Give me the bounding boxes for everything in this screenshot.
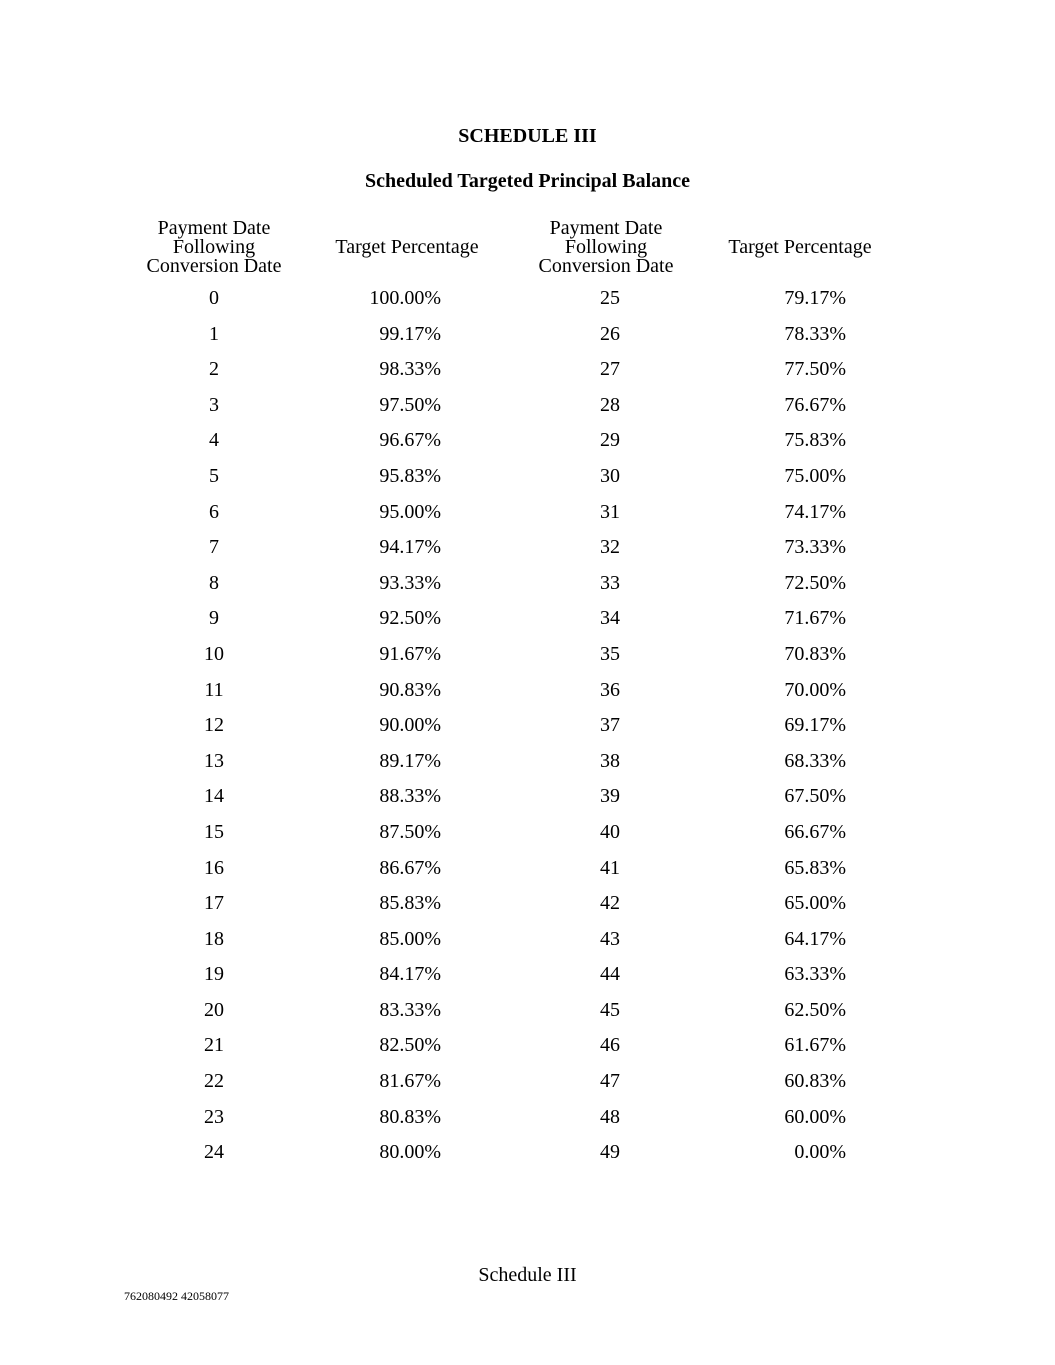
- target-percentage-cell: 85.83%: [379, 892, 441, 915]
- payment-date-cell: 37: [600, 714, 620, 737]
- target-percentage-cell: 67.50%: [784, 785, 846, 808]
- payment-date-cell: 42: [600, 892, 620, 915]
- target-percentage-cell: 89.17%: [379, 749, 441, 772]
- target-percentage-cell: 64.17%: [784, 927, 846, 950]
- payment-date-cell: 22: [204, 1070, 224, 1093]
- page-subtitle: Scheduled Targeted Principal Balance: [364, 170, 691, 192]
- payment-date-cell: 4: [209, 429, 219, 452]
- target-percentage-cell: 80.00%: [379, 1141, 441, 1164]
- table-row: [0, 996, 1055, 1032]
- header-line: Following: [564, 236, 648, 258]
- target-percentage-cell: 61.67%: [784, 1034, 846, 1057]
- target-percentage-cell: 87.50%: [379, 820, 441, 843]
- target-percentage-cell: 78.33%: [784, 322, 846, 345]
- target-percentage-cell: 75.00%: [784, 464, 846, 487]
- payment-date-cell: 41: [600, 856, 620, 879]
- target-percentage-cell: 66.67%: [784, 820, 846, 843]
- payment-date-cell: 16: [204, 856, 224, 879]
- target-percentage-cell: 60.83%: [784, 1070, 846, 1093]
- table-row: [0, 533, 1055, 569]
- payment-date-cell: 31: [600, 500, 620, 523]
- payment-date-cell: 28: [600, 393, 620, 416]
- target-percentage-cell: 83.33%: [379, 998, 441, 1021]
- table-row: [0, 640, 1055, 676]
- target-percentage-cell: 0.00%: [794, 1141, 846, 1164]
- table-row: [0, 1138, 1055, 1174]
- table-row: [0, 391, 1055, 427]
- payment-date-cell: 2: [209, 358, 219, 381]
- table-row: [0, 284, 1055, 320]
- payment-date-cell: 30: [600, 464, 620, 487]
- target-percentage-cell: 97.50%: [379, 393, 441, 416]
- table-row: [0, 960, 1055, 996]
- target-percentage-cell: 90.00%: [379, 714, 441, 737]
- payment-date-cell: 39: [600, 785, 620, 808]
- table-row: [0, 426, 1055, 462]
- target-percentage-cell: 88.33%: [379, 785, 441, 808]
- payment-date-cell: 1: [209, 322, 219, 345]
- payment-date-cell: 11: [204, 678, 224, 701]
- payment-date-cell: 27: [600, 358, 620, 381]
- payment-date-cell: 7: [209, 536, 219, 559]
- target-percentage-cell: 71.67%: [784, 607, 846, 630]
- target-percentage-cell: 94.17%: [379, 536, 441, 559]
- target-percentage-cell: 63.33%: [784, 963, 846, 986]
- table-row: [0, 462, 1055, 498]
- target-percentage-cell: 77.50%: [784, 358, 846, 381]
- payment-date-cell: 44: [600, 963, 620, 986]
- payment-date-cell: 38: [600, 749, 620, 772]
- payment-date-cell: 5: [209, 464, 219, 487]
- payment-date-cell: 23: [204, 1105, 224, 1128]
- target-percentage-cell: 99.17%: [379, 322, 441, 345]
- payment-date-cell: 48: [600, 1105, 620, 1128]
- payment-date-cell: 21: [204, 1034, 224, 1057]
- target-percentage-cell: 80.83%: [379, 1105, 441, 1128]
- table-row: [0, 604, 1055, 640]
- header-payment-date-right: [506, 219, 706, 276]
- payment-date-cell: 49: [600, 1141, 620, 1164]
- target-percentage-cell: 96.67%: [379, 429, 441, 452]
- target-percentage-cell: 69.17%: [784, 714, 846, 737]
- header-target-percentage-left: Target Percentage: [335, 236, 479, 258]
- table-row: [0, 569, 1055, 605]
- payment-date-cell: 45: [600, 998, 620, 1021]
- target-percentage-cell: 81.67%: [379, 1070, 441, 1093]
- payment-date-cell: 10: [204, 642, 224, 665]
- document-id: 762080492 42058077: [124, 1289, 229, 1303]
- payment-date-cell: 15: [204, 820, 224, 843]
- target-percentage-cell: 62.50%: [784, 998, 846, 1021]
- target-percentage-cell: 68.33%: [784, 749, 846, 772]
- target-percentage-cell: 82.50%: [379, 1034, 441, 1057]
- header-payment-date-left: [114, 219, 314, 276]
- payment-date-cell: 12: [204, 714, 224, 737]
- payment-date-cell: 24: [204, 1141, 224, 1164]
- payment-date-cell: 36: [600, 678, 620, 701]
- payment-date-cell: 29: [600, 429, 620, 452]
- target-percentage-cell: 93.33%: [379, 571, 441, 594]
- target-percentage-cell: 70.00%: [784, 678, 846, 701]
- payment-date-cell: 25: [600, 287, 620, 309]
- header-line: Following: [172, 236, 256, 258]
- payment-date-cell: 18: [204, 927, 224, 950]
- table-row: [0, 711, 1055, 747]
- target-percentage-cell: 100.00%: [369, 287, 441, 309]
- payment-date-cell: 8: [209, 571, 219, 594]
- payment-date-cell: 9: [209, 607, 219, 630]
- table-row: [0, 1103, 1055, 1139]
- header-line: Payment Date: [157, 217, 271, 239]
- target-percentage-cell: 72.50%: [784, 571, 846, 594]
- payment-date-cell: 47: [600, 1070, 620, 1093]
- payment-date-cell: 3: [209, 393, 219, 416]
- payment-date-cell: 14: [204, 785, 224, 808]
- payment-date-cell: 33: [600, 571, 620, 594]
- target-percentage-cell: 65.83%: [784, 856, 846, 879]
- table-row: [0, 498, 1055, 534]
- payment-date-cell: 20: [204, 998, 224, 1021]
- target-percentage-cell: 98.33%: [379, 358, 441, 381]
- table-row: [0, 782, 1055, 818]
- table-row: [0, 355, 1055, 391]
- payment-date-cell: 13: [204, 749, 224, 772]
- header-line: Conversion Date: [146, 255, 282, 277]
- header-target-percentage-right: Target Percentage: [728, 236, 872, 258]
- payment-date-cell: 0: [209, 287, 219, 309]
- table-row: [0, 1067, 1055, 1103]
- target-percentage-cell: 60.00%: [784, 1105, 846, 1128]
- table-row: [0, 320, 1055, 356]
- target-percentage-cell: 95.00%: [379, 500, 441, 523]
- payment-date-cell: 26: [600, 322, 620, 345]
- header-line: Conversion Date: [538, 255, 674, 277]
- payment-date-cell: 35: [600, 642, 620, 665]
- payment-date-cell: 43: [600, 927, 620, 950]
- target-percentage-cell: 70.83%: [784, 642, 846, 665]
- target-percentage-cell: 76.67%: [784, 393, 846, 416]
- payment-date-cell: 34: [600, 607, 620, 630]
- table-row: [0, 854, 1055, 890]
- target-percentage-cell: 79.17%: [784, 287, 846, 309]
- page-title: SCHEDULE III: [458, 125, 597, 147]
- target-percentage-cell: 90.83%: [379, 678, 441, 701]
- schedule-table-body: [0, 284, 1055, 1174]
- payment-date-cell: 6: [209, 500, 219, 523]
- table-row: [0, 925, 1055, 961]
- header-line: Payment Date: [549, 217, 663, 239]
- target-percentage-cell: 86.67%: [379, 856, 441, 879]
- target-percentage-cell: 92.50%: [379, 607, 441, 630]
- target-percentage-cell: 73.33%: [784, 536, 846, 559]
- table-row: [0, 889, 1055, 925]
- target-percentage-cell: 65.00%: [784, 892, 846, 915]
- payment-date-cell: 40: [600, 820, 620, 843]
- payment-date-cell: 46: [600, 1034, 620, 1057]
- target-percentage-cell: 95.83%: [379, 464, 441, 487]
- target-percentage-cell: 74.17%: [784, 500, 846, 523]
- table-row: [0, 747, 1055, 783]
- payment-date-cell: 17: [204, 892, 224, 915]
- target-percentage-cell: 85.00%: [379, 927, 441, 950]
- table-row: [0, 818, 1055, 854]
- table-row: [0, 1031, 1055, 1067]
- payment-date-cell: 32: [600, 536, 620, 559]
- target-percentage-cell: 75.83%: [784, 429, 846, 452]
- table-row: [0, 676, 1055, 712]
- target-percentage-cell: 84.17%: [379, 963, 441, 986]
- payment-date-cell: 19: [204, 963, 224, 986]
- footer-schedule-label: Schedule III: [478, 1264, 577, 1286]
- target-percentage-cell: 91.67%: [379, 642, 441, 665]
